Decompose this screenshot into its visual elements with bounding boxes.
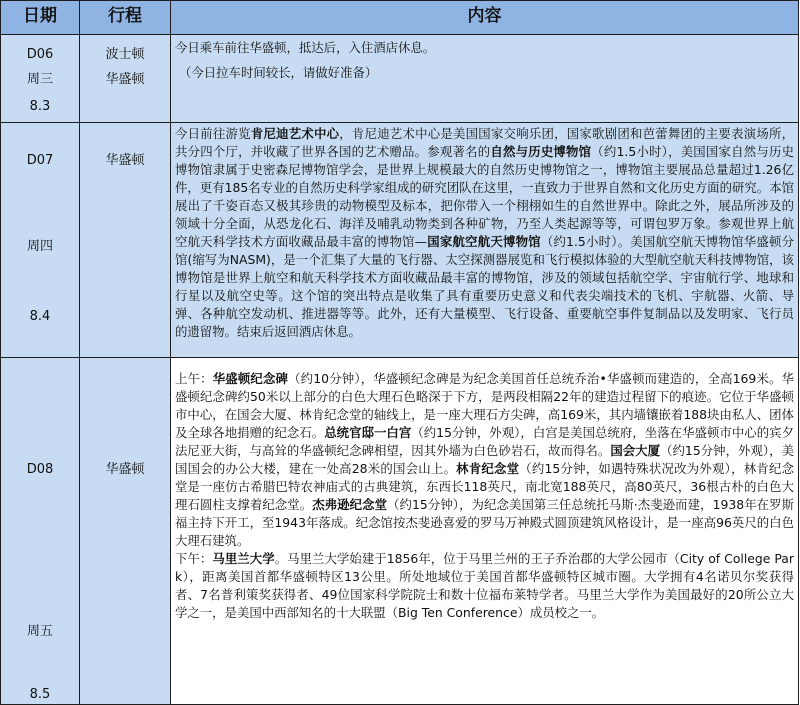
- place-name: 总统官邸一白宫: [324, 425, 412, 440]
- text: （约15分钟），为纪念美国第三任总统托马斯·杰斐逊而建，1938年在罗斯福主持下开工，至1943年落成。纪念馆按杰斐逊喜爱的罗马万神殿式圆顶建筑风格设计，是一座高96英尺的白色大理石建筑。: [175, 497, 795, 548]
- date-cell: [1, 358, 80, 705]
- content-paragraph-am: [171, 358, 798, 550]
- city-name: 华盛顿: [105, 153, 145, 168]
- date: 8.3: [29, 99, 51, 114]
- city-name: 华盛顿: [105, 462, 145, 477]
- day-code: D06: [26, 47, 54, 62]
- text: ，肯尼迪艺术中心是美国国家交响乐团，国家歌剧团和芭蕾舞团的主要表演场所，共分四个厅，并收藏了世界各国的艺术赠品。参观著名的: [175, 126, 795, 159]
- content-cell: [171, 123, 799, 358]
- place-name: 国会大厦: [610, 443, 661, 458]
- weekday: 周五: [26, 624, 53, 639]
- city-name: 华盛顿: [105, 72, 145, 87]
- day-row-d07: [1, 123, 799, 358]
- text: （约15分钟，外观），白宫是美国总统府，坐落在华盛顿市中心的宾夕法尼亚大街，与高耸的华盛顿纪念碑相望，因其外墙为白色砂岩石，故而得名。: [175, 425, 794, 458]
- text: （约1.5小时）。美国航空航天博物馆华盛顿分馆(缩写为NASM)，是一个汇集了大量的飞行器、太空探测器展览和飞行模拟体验的大型航空航天科技博物馆，该博物馆是世界上航空和航天科学技术方面收藏品最丰富的博物馆，涉及的领域包括航空学、宇宙航行学、地球和行星以及航空史等。这个馆的突出特点是收集了具有重要历史意义和代表尖端技术的飞机、宇航器、火箭、导弹、各种航空发动机、推进器等等。此外，还有大量模型、飞行设备、重要航空事件复制品以及发明家、飞行员的遗留物。结束后返回酒店休息。: [175, 234, 795, 339]
- date: 8.4: [29, 309, 51, 324]
- content-cell: [171, 358, 799, 705]
- content-line: （今日拉车时间较长，请做好准备）: [179, 65, 378, 80]
- place-name: 自然与历史博物馆: [490, 144, 592, 159]
- date-cell: [1, 123, 80, 358]
- date: 8.5: [29, 687, 51, 702]
- date-cell: [1, 35, 80, 123]
- city-cell: [80, 35, 171, 123]
- city-cell: [80, 358, 171, 705]
- place-name: 国家航空航天博物馆: [427, 234, 541, 249]
- header-route: 行程: [80, 1, 171, 35]
- text: （约1.5小时），美国国家自然与历史博物馆隶属于史密森尼博物馆学会，是世界上规模最大的自然历史博物馆之一，博物馆主要展品总量超过1.26亿件，更有185名专业的自然历史科学家组成的研究团队在这里，一直致力于世界自然和文化历史方面的研究。本馆展出了千姿百态又极其珍贵的动物模型及标本，把你带入一个栩栩如生的自然世界中。除此之外，展品所涉及的领域十分全面，从恐龙化石、海洋及哺乳动物类到各种矿物，乃至人类起源等等，可谓包罗万象。参观世界上航空航天科学技术方面收藏品最丰富的博物馆—: [175, 144, 795, 249]
- content-line: 今日乘车前往华盛顿，抵达后，入住酒店休息。: [175, 40, 436, 55]
- content-paragraph-pm: [171, 550, 798, 622]
- day-code: D08: [26, 462, 54, 477]
- text: 今日前往游览: [175, 126, 251, 141]
- place-name: 华盛顿纪念碑: [212, 371, 289, 386]
- header-row: [1, 1, 799, 35]
- city-name: 波士顿: [105, 47, 145, 62]
- content-cell: [171, 35, 799, 123]
- weekday: 周四: [26, 239, 53, 254]
- place-name: 杰弗逊纪念堂: [312, 497, 388, 512]
- city-cell: [80, 123, 171, 358]
- weekday: 周三: [26, 72, 53, 87]
- day-row-d08: [1, 358, 799, 705]
- content-paragraph: [171, 123, 798, 341]
- header-content: 内容: [171, 1, 799, 35]
- text: （约15分钟，外观），美国国会的办公大楼，建在一处高28米的国会山上。: [175, 443, 795, 476]
- day-row-d06: [1, 35, 799, 123]
- text: 上午：: [175, 371, 213, 386]
- text: 。马里兰大学始建于1856年，位于马里兰州的王子乔治郡的大学公园市（City of College Park），距离美国首都华盛顿特区13公里。所处地域位于美国首都华盛顿特区城市圈。大学拥有4名诺贝尔奖获得者、7名普利策奖获得者、49位国家科学院院士和数十位福布莱特学者。马里兰大学作为美国最好的20所公立大学之一，是美国中西部知名的十大联盟（Big Ten Conference）成员校之一。: [175, 551, 794, 620]
- text: 下午：: [175, 551, 213, 566]
- day-code: D07: [26, 153, 54, 168]
- text: （约15分钟，如遇特殊状况改为外观），林肯纪念堂是一座仿古希腊巴特农神庙式的古典建筑，东西长118英尺，南北宽188英尺，高80英尺，36根古朴的白色大理石圆柱支撑着纪念堂。: [175, 461, 794, 512]
- place-name: 马里兰大学: [212, 551, 275, 566]
- place-name: 肯尼迪艺术中心: [250, 126, 340, 141]
- header-date: 日期: [1, 1, 80, 35]
- place-name: 林肯纪念堂: [456, 461, 520, 476]
- text: （约10分钟），华盛顿纪念碑是为纪念美国首任总统乔治•华盛顿而建造的，全高169米。华盛顿纪念碑约50米以上部分的白色大理石色略深于下方，是两段相隔22年的建造过程留下的痕迹。它位于华盛顿市中心，在国会大厦、林肯纪念堂的轴线上，是一座大理石方尖碑，高169米，其内墙镶嵌着188块由私人、团体及全球各地捐赠的纪念石。: [175, 371, 794, 440]
